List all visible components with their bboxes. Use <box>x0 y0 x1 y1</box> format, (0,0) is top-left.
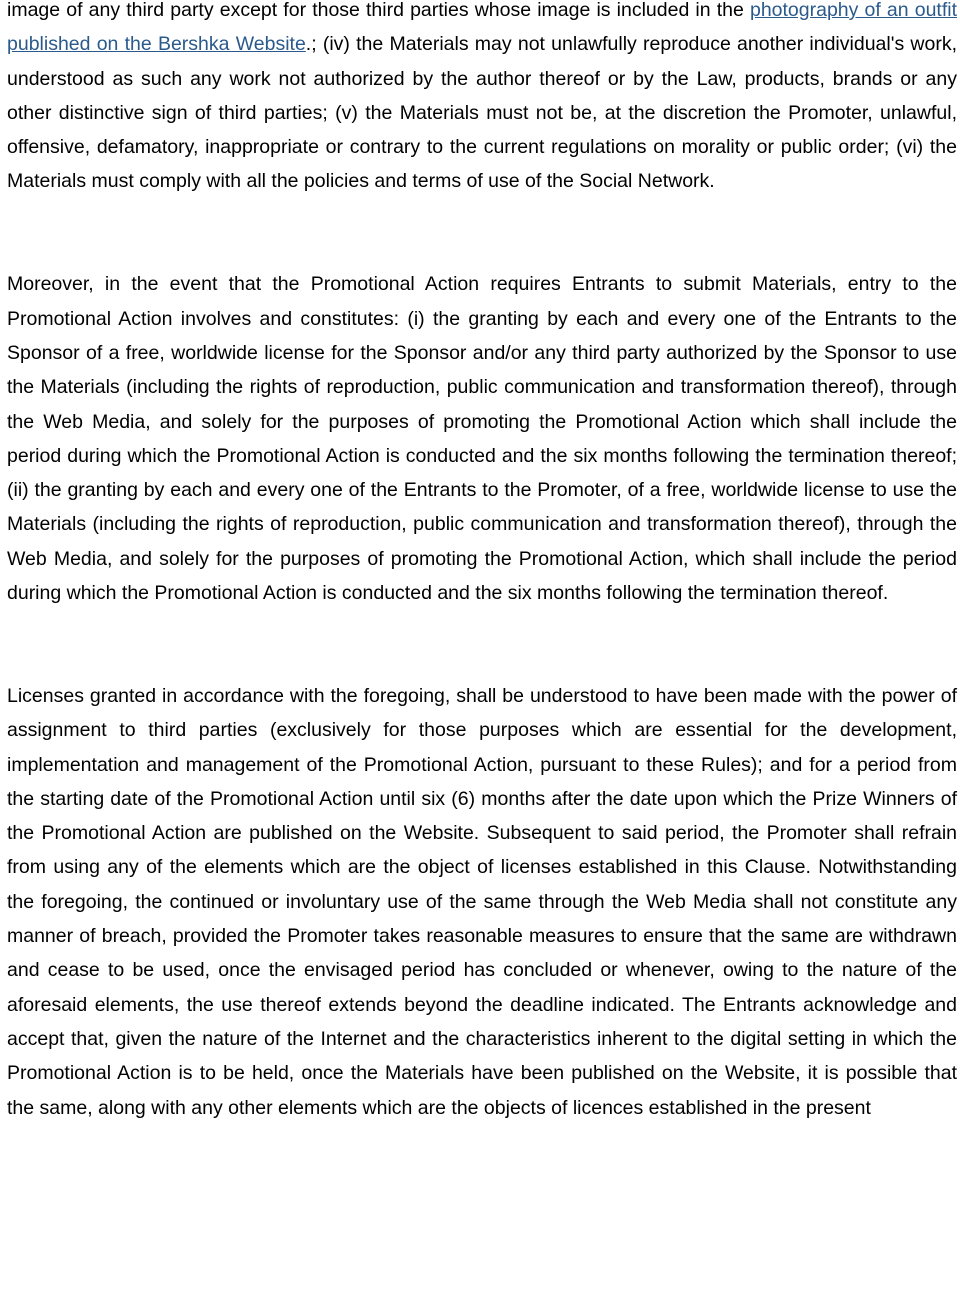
paragraph-1-text-end: .; (iv) the Materials may not unlawfully reproduce another individual's work, understood as such any work not authorized by the author thereof or by the Law, products, brands or any other distinctive sign of third parties; (v) the Materials must not be, at the discretion the Promoter, unlawful, offensive, defamatory, inappropriate or contrary to the current regulations on morality or public order; (vi) the Materials must comply with all the policies and terms of use of the Social Network. <box>7 33 957 193</box>
paragraph-1-text-start: image of any third party except for those third parties whose image is included in the <box>7 0 750 21</box>
document-page <box>7 0 957 1125</box>
paragraph-materials-conditions <box>7 0 957 199</box>
paragraph-license-grant: Moreover, in the event that the Promotional Action requires Entrants to submit Materials, entry to the Promotional Action involves and constitutes: (i) the granting by each and every one of the Entrants to the Sponsor of a free, worldwide license for the Sponsor and/or any third party authorized by the Sponsor to use the Materials (including the rights of reproduction, public communication and transformation thereof), through the Web Media, and solely for the purposes of promoting the Promotional Action which shall include the period during which the Promotional Action is conducted and the six months following the termination thereof; (ii) the granting by each and every one of the Entrants to the Promoter, of a free, worldwide license to use the Materials (including the rights of reproduction, public communication and transformation thereof), through the Web Media, and solely for the purposes of promoting the Promotional Action, which shall include the period during which the Promotional Action is conducted and the six months following the termination thereof. <box>7 273 957 605</box>
paragraph-license-assignment: Licenses granted in accordance with the foregoing, shall be understood to have been made with the power of assignment to third parties (exclusively for those purposes which are essential for the development, implementation and management of the Promotional Action, pursuant to these Rules); and for a period from the starting date of the Promotional Action until six (6) months after the date upon which the Prize Winners of the Promotional Action are published on the Website. Subsequent to said period, the Promoter shall refrain from using any of the elements which are the object of licenses established in this Clause. Notwithstanding the foregoing, the continued or involuntary use of the same through the Web Media shall not constitute any manner of breach, provided the Promoter takes reasonable measures to ensure that the same are withdrawn and cease to be used, once the envisaged period has concluded or whenever, owing to the nature of the aforesaid elements, the use thereof extends beyond the deadline indicated. The Entrants acknowledge and accept that, given the nature of the Internet and the characteristics inherent to the digital setting in which the Promotional Action is to be held, once the Materials have been published on the Website, it is possible that the same, along with any other elements which are the objects of licences established in the present <box>7 684 957 1119</box>
bershka-website-link[interactable]: photography of an outfit published on the Bershka Website <box>7 0 958 56</box>
